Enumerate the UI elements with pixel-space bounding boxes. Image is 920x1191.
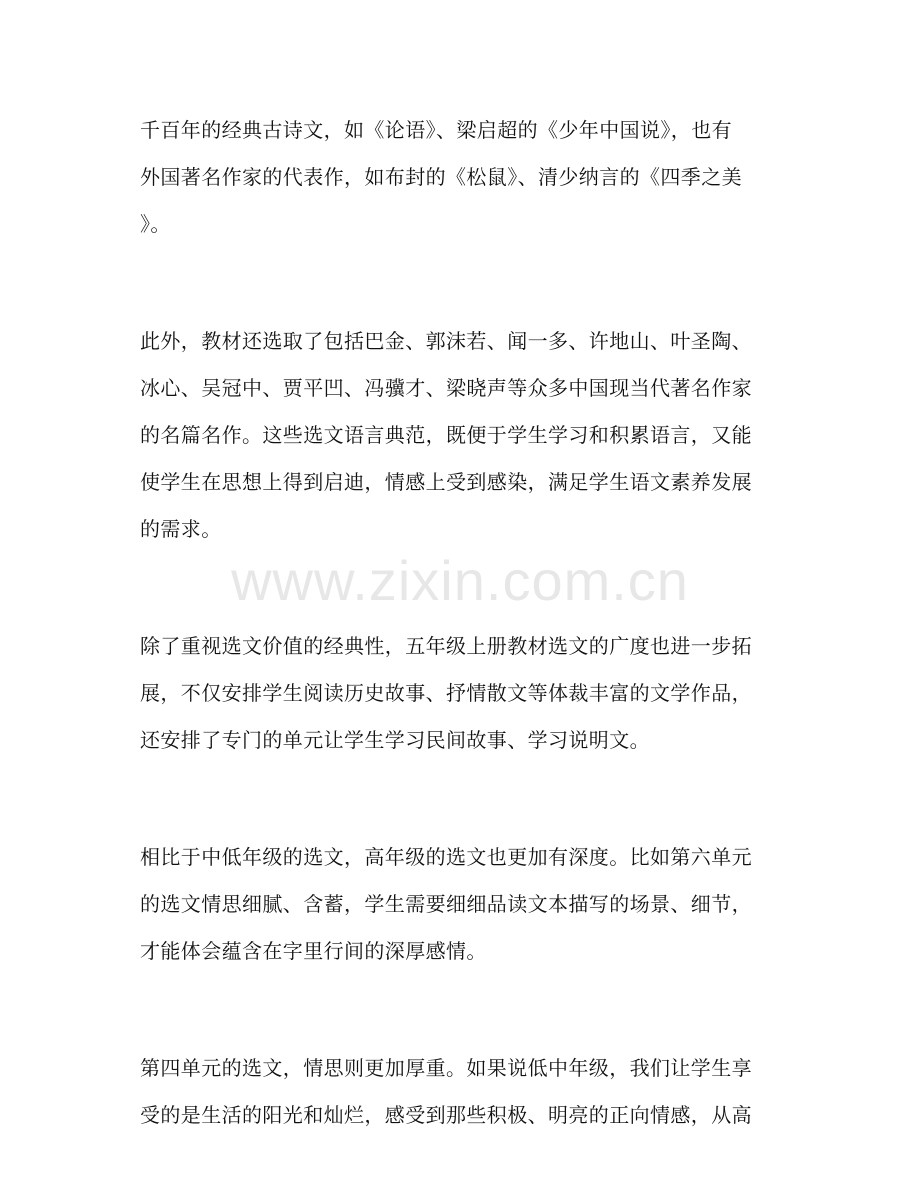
paragraph-5: 第四单元的选文，情思则更加厚重。如果说低中年级，我们让学生享 受的是生活的阳光和灿烂，感受到那些积极、明亮的正向情感，从高 — [140, 1056, 752, 1127]
paragraph-3: 除了重视选文价值的经典性，五年级上册教材选文的广度也进一步拓 展，不仅安排学生阅读历史故事、抒情散文等体裁丰富的文学作品， 还安排了专门的单元让学生学习民间故事、学习说明文。 — [140, 634, 752, 752]
paragraph-4: 相比于中低年级的选文，高年级的选文也更加有深度。比如第六单元 的选文情思细腻、含蓄，学生需要细细品读文本描写的场景、细节， 才能体会蕴含在字里行间的深厚感情。 — [140, 845, 752, 963]
watermark: www.zixin.com.cn — [231, 549, 689, 612]
paragraph-1: 千百年的经典古诗文，如《论语》、梁启超的《少年中国说》，也有 外国著名作家的代表作，如布封的《松鼠》、清少纳言的《四季之美 》。 — [140, 118, 742, 236]
paragraph-2: 此外，教材还选取了包括巴金、郭沫若、闻一多、许地山、叶圣陶、 冰心、吴冠中、贾平凹、冯骥才、梁晓声等众多中国现当代著名作家 的名篇名作。这些选文语言典范，既便于学生学习和积累语言，又能 使学生在思想上得到启迪，情感上受到感染，满足学生语文素养发展 的需求。 — [140, 329, 752, 541]
document-body — [140, 107, 780, 1139]
